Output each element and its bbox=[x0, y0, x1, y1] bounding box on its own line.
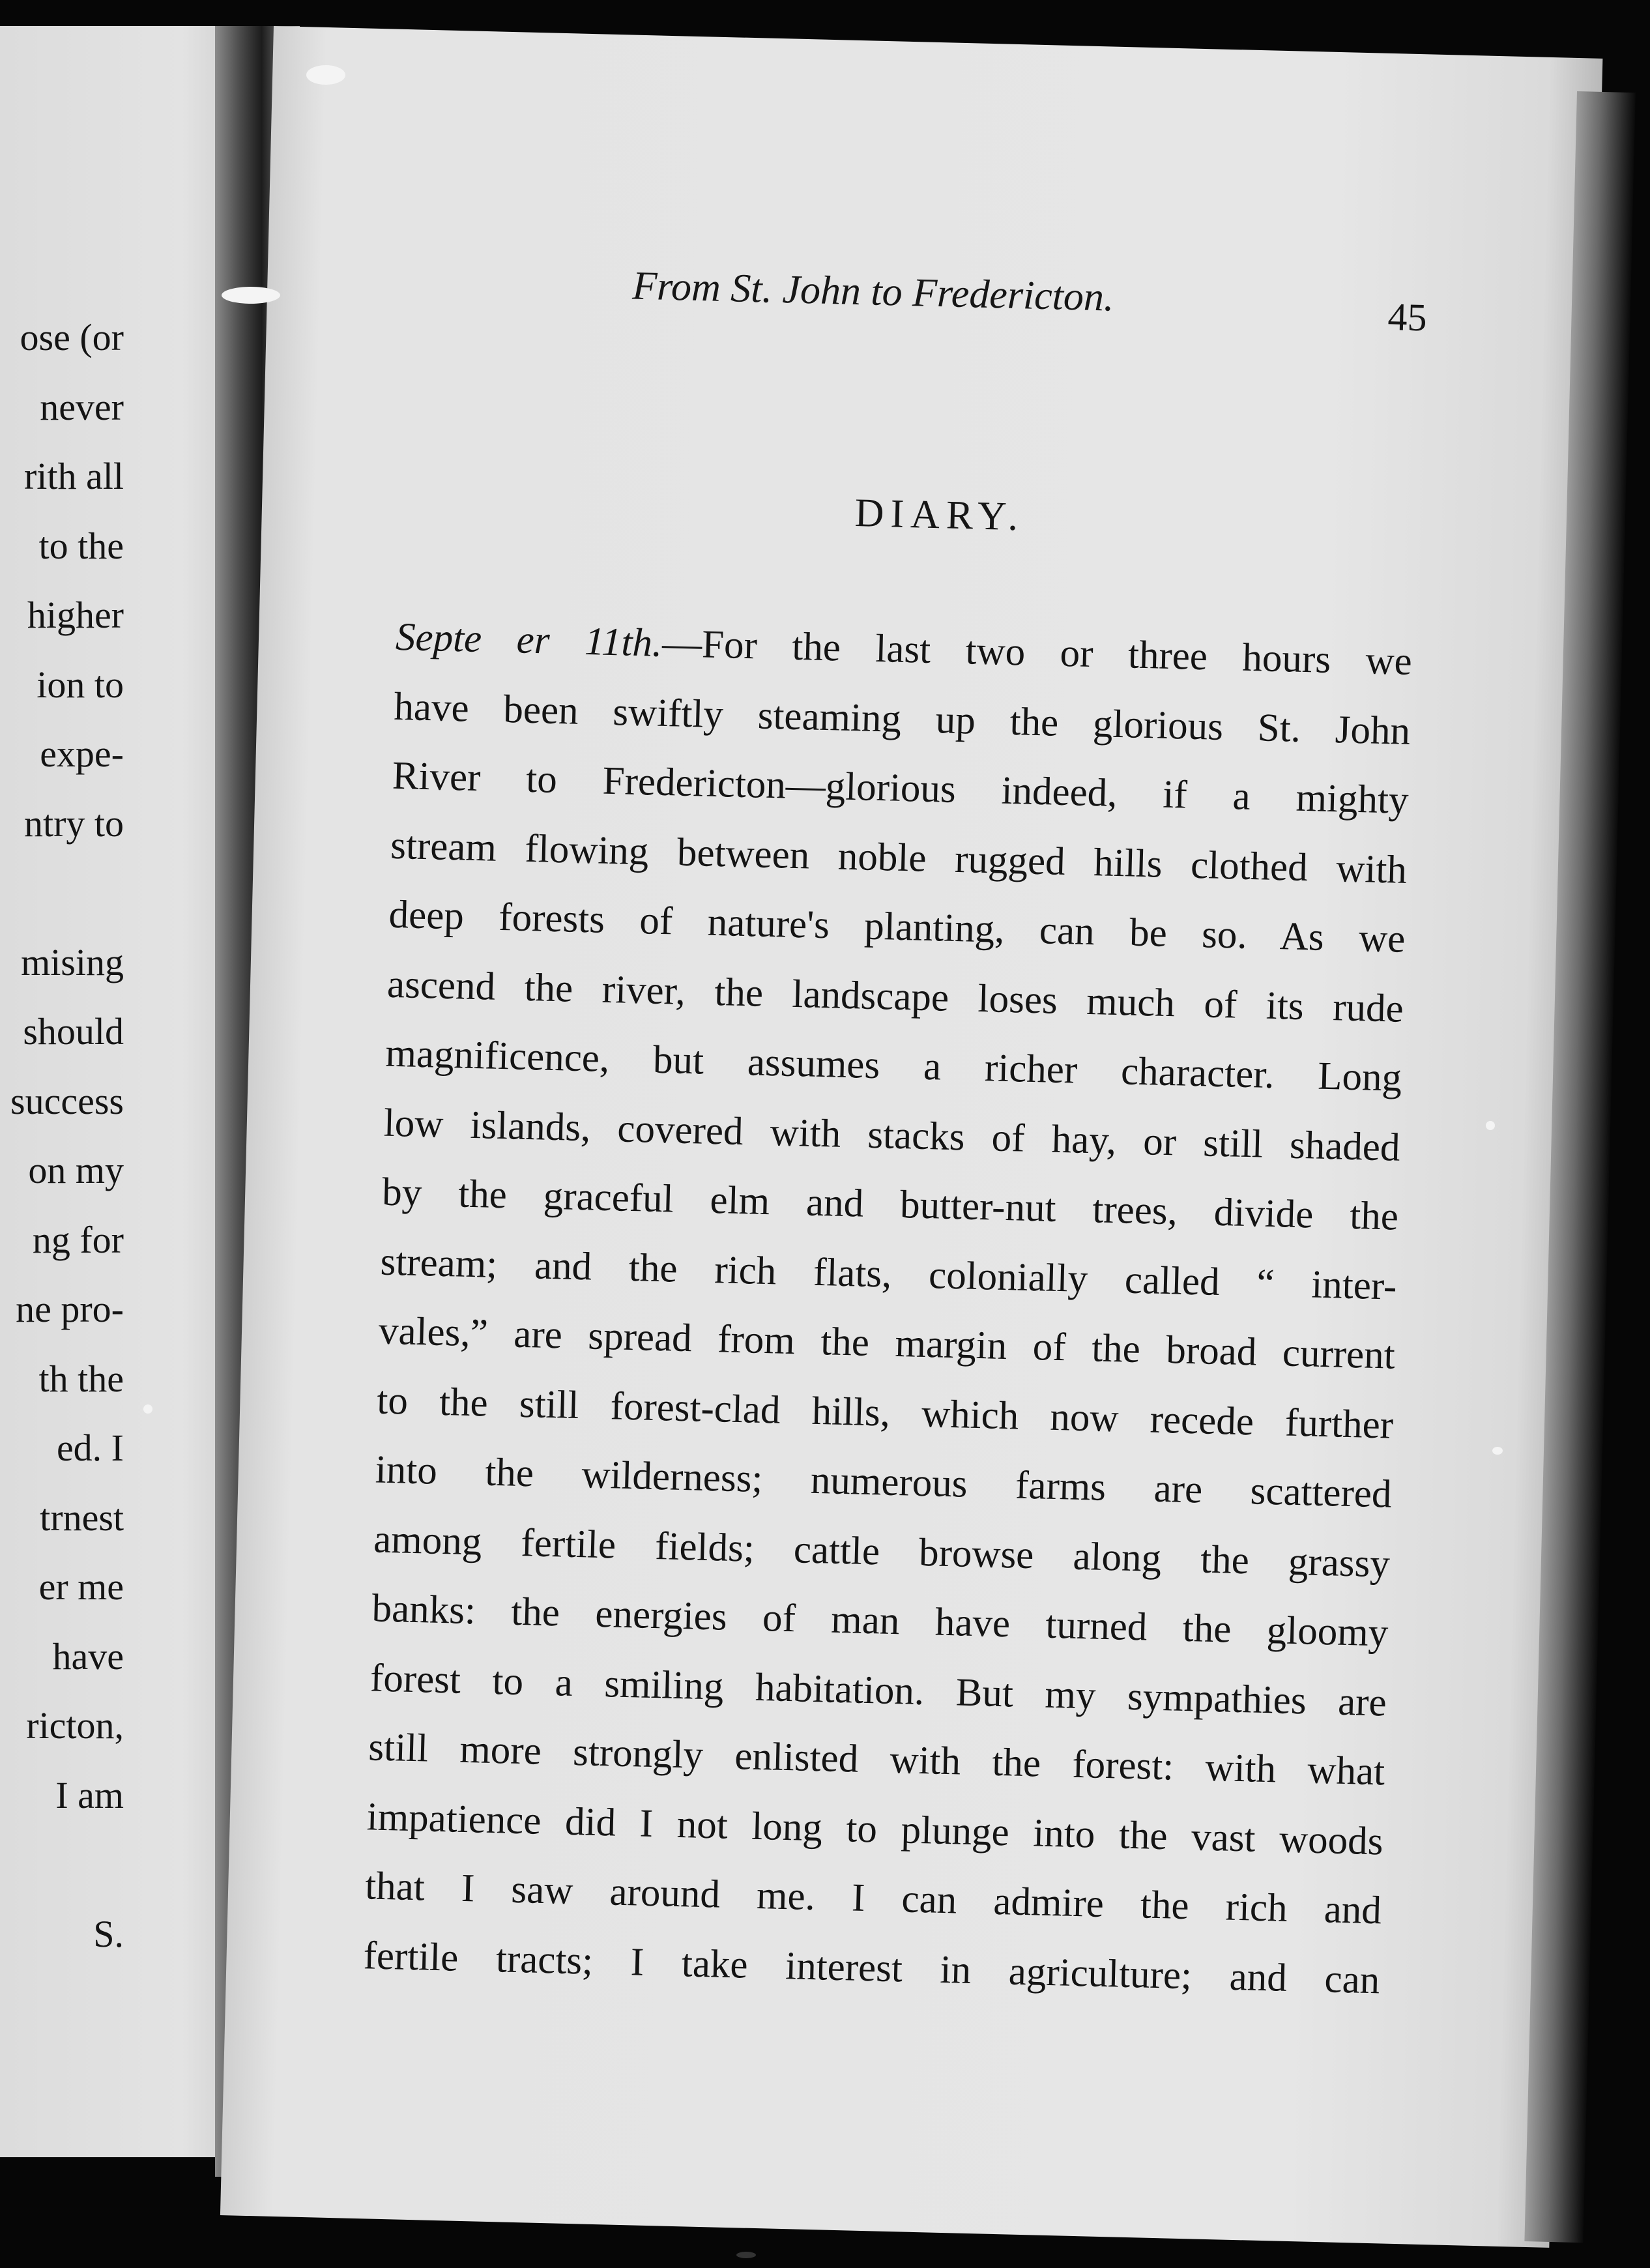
left-line: ose (or bbox=[20, 316, 124, 358]
body-line: stream flowing between noble rugged hills clothed with bbox=[390, 823, 1408, 892]
left-line: to the bbox=[38, 524, 124, 567]
right-page bbox=[220, 26, 1602, 2248]
left-line: trnest bbox=[40, 1496, 124, 1539]
body-line: banks: the energies of man have turned the gloomy bbox=[371, 1586, 1389, 1655]
body-line: low islands, covered with stacks of hay, or still shaded bbox=[383, 1101, 1401, 1170]
body-line: into the wilderness; numerous farms are scattered bbox=[375, 1447, 1393, 1517]
dust-speck bbox=[306, 65, 345, 85]
left-line: never bbox=[40, 385, 124, 428]
body-line: that I saw around me. I can admire the rich and bbox=[364, 1864, 1382, 1933]
dust-speck bbox=[1492, 1447, 1503, 1455]
left-line: S. bbox=[93, 1912, 124, 1955]
left-line-blank bbox=[0, 858, 124, 928]
body-line: to the still forest-clad hills, which now recede further bbox=[376, 1378, 1394, 1447]
left-line: ion to bbox=[36, 663, 124, 706]
body-line: still more strongly enlisted with the forest: with what bbox=[368, 1725, 1385, 1794]
body-line: River to Fredericton—glorious indeed, if a mighty bbox=[392, 753, 1410, 822]
body-line: fertile tracts; I take interest in agriculture; and can bbox=[362, 1933, 1381, 2002]
left-line: er me bbox=[38, 1565, 124, 1608]
left-line: I am bbox=[55, 1773, 124, 1816]
left-line-blank bbox=[0, 1830, 124, 1900]
diary-date: Septe er 11th. bbox=[395, 615, 663, 665]
left-line: ng for bbox=[32, 1218, 124, 1261]
body-line: deep forests of nature's planting, can be so. As we bbox=[388, 892, 1406, 961]
left-line: have bbox=[52, 1635, 124, 1678]
body-line: magnificence, but assumes a richer character. Long bbox=[384, 1031, 1402, 1100]
left-line: on my bbox=[28, 1149, 124, 1191]
left-line: mising bbox=[21, 940, 124, 983]
left-line: rith all bbox=[23, 455, 124, 497]
left-line: ntry to bbox=[23, 802, 124, 845]
page-number: 45 bbox=[1387, 295, 1428, 340]
left-line: ne pro- bbox=[16, 1288, 124, 1330]
left-line: higher bbox=[27, 594, 124, 636]
body-line: by the graceful elm and butter-nut trees, divide the bbox=[381, 1170, 1399, 1239]
body-line: forest to a smiling habitation. But my sympathies are bbox=[369, 1655, 1387, 1724]
body-line: stream; and the rich flats, colonially called “ inter- bbox=[379, 1240, 1398, 1309]
body-line: have been swiftly steaming up the glorious St. John bbox=[393, 684, 1411, 753]
left-line: expe- bbox=[40, 733, 124, 775]
left-line: ricton, bbox=[26, 1704, 124, 1747]
left-page-text bbox=[0, 303, 124, 1969]
section-heading: DIARY. bbox=[854, 491, 1025, 540]
body-line: among fertile fields; cattle browse along the grassy bbox=[373, 1517, 1391, 1586]
dust-speck bbox=[1486, 1121, 1495, 1130]
left-line: should bbox=[23, 1010, 124, 1053]
body-line: vales,” are spread from the margin of the broad current bbox=[378, 1309, 1396, 1378]
body-line: impatience did I not long to plunge into the vast woods bbox=[366, 1794, 1384, 1863]
dust-speck bbox=[222, 287, 280, 304]
dust-speck bbox=[143, 1404, 152, 1414]
left-line: success bbox=[10, 1079, 124, 1122]
body-text bbox=[362, 603, 1413, 2015]
running-head: From St. John to Fredericton. bbox=[631, 263, 1115, 320]
left-line: ed. I bbox=[56, 1427, 124, 1469]
body-line-first-rest: —For the last two or three hours we bbox=[661, 621, 1413, 684]
dust-speck bbox=[736, 2252, 756, 2258]
body-line: ascend the river, the landscape loses much of its rude bbox=[386, 962, 1404, 1031]
left-line: th the bbox=[38, 1357, 124, 1400]
